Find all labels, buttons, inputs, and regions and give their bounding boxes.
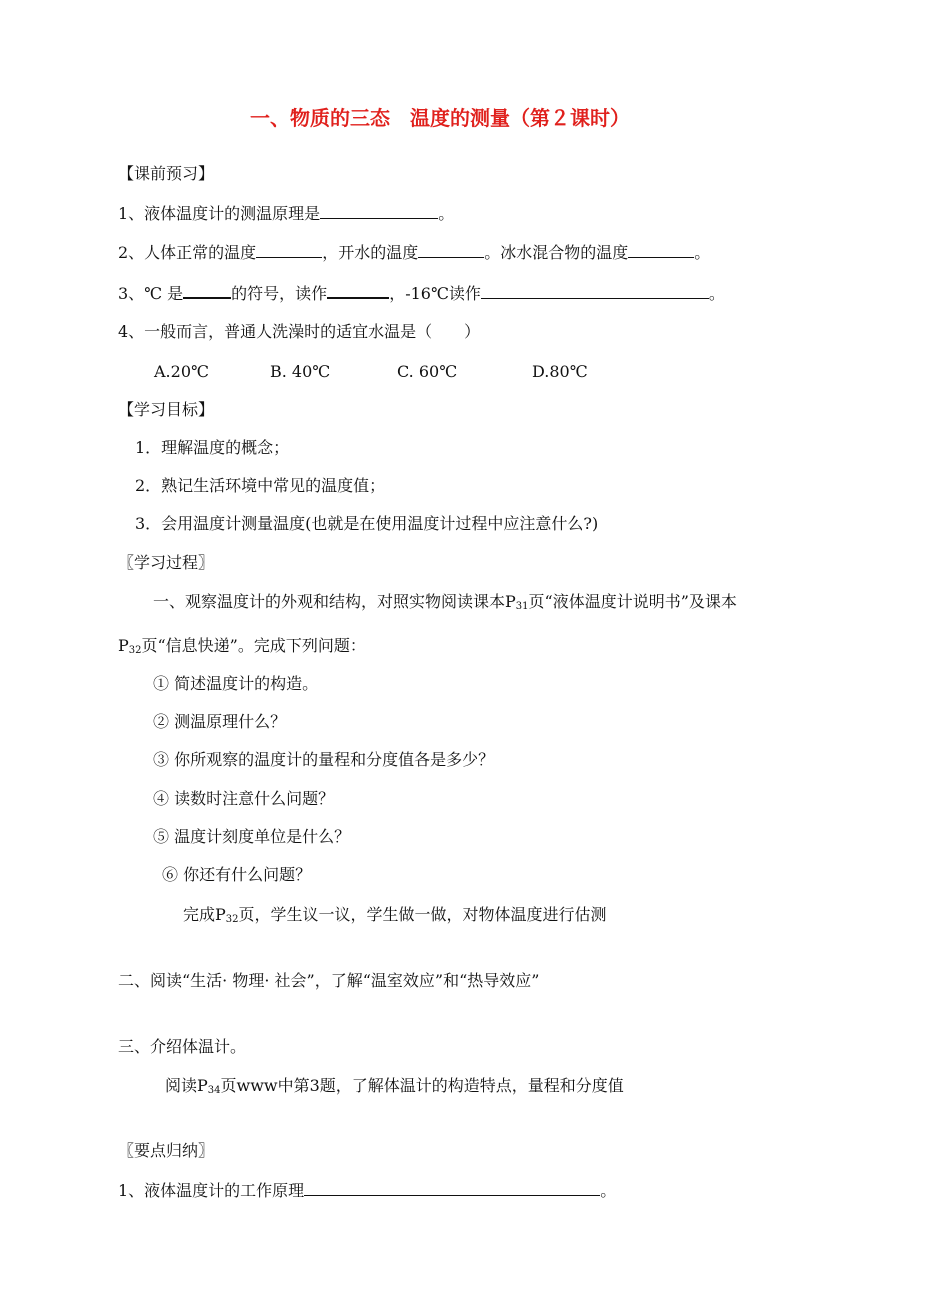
question-end: 。 — [708, 284, 725, 303]
paragraph-text: 一、观察温度计的外观和结构，对照实物阅读课本 — [153, 592, 506, 611]
question-text: 3、℃ 是 — [118, 284, 184, 303]
process-step: ⑥ 你还有什么问题？ — [162, 865, 312, 884]
goal-item: 3．会用温度计测量温度(也就是在使用温度计过程中应注意什么?) — [135, 514, 599, 533]
answer-blank[interactable] — [628, 243, 694, 258]
process-paragraph-line-1 — [153, 592, 737, 617]
goal-item: 2．熟记生活环境中常见的温度值； — [135, 476, 386, 495]
process-paragraph-line-2 — [118, 636, 366, 661]
goal-item: 1．理解温度的概念； — [135, 438, 290, 457]
answer-blank[interactable] — [256, 243, 322, 258]
question-end: 。 — [438, 204, 455, 223]
complete-line: 完成$P_{32}$页，学生议一议，学生做一做，对物体温度进行估测 — [183, 905, 607, 925]
summary-heading: 〖要点归纳〗 — [118, 1141, 215, 1160]
preview-heading: 【课前预习】 — [118, 164, 215, 183]
read-line: 阅读$P_{34}$页www中第3题，了解体温计的构造特点，量程和分度值 — [165, 1076, 624, 1096]
section-three: 三、介绍体温计。 — [118, 1037, 247, 1056]
process-step: ⑤ 温度计刻度单位是什么？ — [153, 827, 351, 846]
paragraph-text: 页“信息快递”。完成下列问题： — [141, 636, 366, 655]
question-end: 。 — [600, 1181, 617, 1200]
answer-blank[interactable] — [327, 283, 389, 299]
preview-question-2 — [118, 243, 710, 263]
page-ref: $P_{32}$ — [215, 905, 239, 925]
option-c[interactable]: C. 60℃ — [397, 362, 458, 381]
page-title: 一、物质的三态 温度的测量（第２课时） — [250, 106, 630, 130]
summary-question-1 — [118, 1181, 616, 1201]
question-text: 的符号，读作 — [231, 284, 328, 303]
process-step: ② 测温原理什么？ — [153, 712, 287, 731]
question-text: 1、液体温度计的测温原理是 — [118, 204, 321, 223]
question-text: 1、液体温度计的工作原理 — [118, 1181, 305, 1200]
answer-blank[interactable] — [320, 204, 438, 219]
question-text: ，开水的温度 — [322, 243, 419, 262]
question-end: 。 — [694, 243, 711, 262]
process-step: ① 简述温度计的构造。 — [153, 674, 319, 693]
paragraph-text: 页“液体温度计说明书”及课本 — [528, 592, 737, 611]
question-text: 2、人体正常的温度 — [118, 243, 257, 262]
preview-question-1 — [118, 204, 454, 224]
section-two: 二、阅读“生活· 物理· 社会”，了解“温室效应”和“热导效应” — [118, 971, 540, 990]
option-d[interactable]: D.80℃ — [532, 362, 588, 381]
option-b[interactable]: B. 40℃ — [270, 362, 331, 381]
option-a[interactable]: A.20℃ — [154, 362, 209, 381]
process-step: ④ 读数时注意什么问题？ — [153, 789, 335, 808]
question-text: ，-16℃读作 — [389, 284, 481, 303]
answer-blank[interactable] — [481, 284, 709, 299]
page-ref: $P_{34}$ — [197, 1076, 221, 1096]
page-ref: $P_{31}$ — [505, 592, 529, 612]
preview-question-4: 4、一般而言，普通人洗澡时的适宜水温是（ ） — [118, 322, 481, 341]
goals-heading: 【学习目标】 — [118, 400, 215, 419]
answer-blank[interactable] — [183, 283, 231, 299]
process-heading: 〖学习过程〗 — [118, 553, 215, 572]
process-step: ③ 你所观察的温度计的量程和分度值各是多少？ — [153, 750, 495, 769]
answer-blank[interactable] — [418, 243, 484, 258]
question-text: 。冰水混合物的温度 — [484, 243, 629, 262]
page-ref: $P_{32}$ — [118, 636, 142, 656]
answer-blank[interactable] — [304, 1181, 600, 1196]
preview-question-3 — [118, 283, 725, 304]
